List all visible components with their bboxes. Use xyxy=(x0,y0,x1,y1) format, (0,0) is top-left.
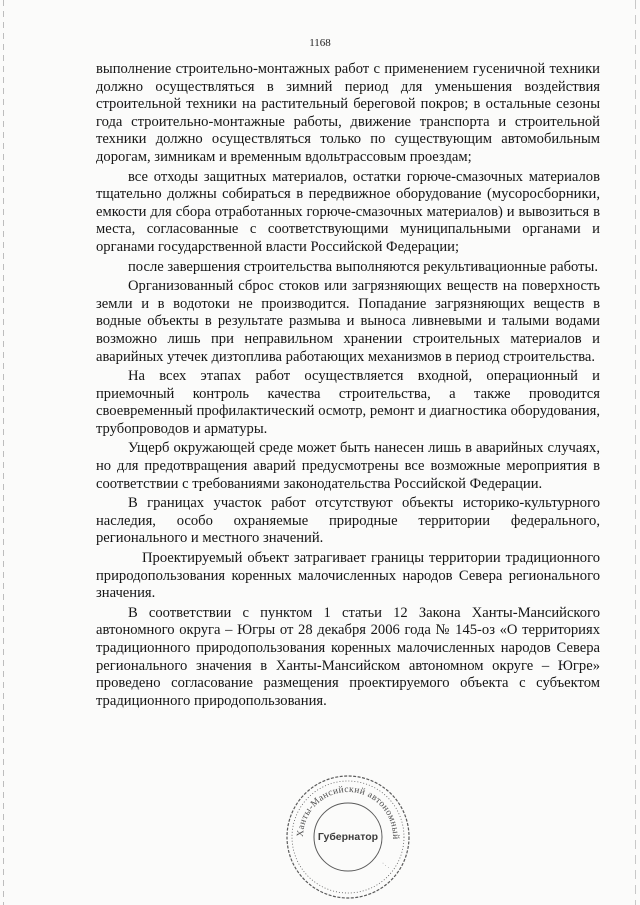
scan-edge-right xyxy=(635,0,636,905)
official-seal-stamp xyxy=(283,772,413,902)
paragraph: выполнение строительно-монтажных работ с применением гусеничной техники должно осуществляться в зимний период для уменьшения воздействия строительной техники на растительный береговой покров; в остальные сезоны года строительно-монтажные работы, движение транспорта и строительной техники должно осуществляться только по существующим автомобильным дорогам, зимникам и временным вдольтрассовым проездам; xyxy=(96,61,600,165)
document-body xyxy=(96,61,600,712)
paragraph: В границах участок работ отсутствуют объекты историко-культурного наследия, особо охраняемые природные территории федерального, регионального и местного значений. xyxy=(96,495,600,547)
paragraph: Ущерб окружающей среде может быть нанесен лишь в аварийных случаях, но для предотвращения аварий предусмотрены все возможные мероприятия в соответствии с требованиями законодательства Российской Федерации. xyxy=(96,440,600,492)
paragraph: В соответствии с пунктом 1 статьи 12 Закона Ханты-Мансийского автономного округа – Югры от 28 декабря 2006 года № 145-оз «О территориях традиционного природопользования коренных малочисленных народов Севера регионального значения в Ханты-Мансийском автономном округе – Югре» проведено согласование размещения проектируемого объекта с субъектом традиционного природопользования. xyxy=(96,604,600,709)
paragraph: На всех этапах работ осуществляется входной, операционный и приемочный контроль качества строительства, а также проводится своевременный профилактический осмотр, ремонт и диагностика оборудования, трубопроводов и арматуры. xyxy=(96,368,600,437)
scan-edge-left xyxy=(3,0,4,905)
paragraph: все отходы защитных материалов, остатки горюче-смазочных материалов тщательно должны собираться в передвижное оборудование (мусоросборники, емкости для сбора отработанных горюче-смазочных материалов) и вывозиться в места, согласованные с соответствующими муниципальными органами и органами государственной власти Российской Федерации; xyxy=(96,168,600,255)
seal-graphic xyxy=(283,772,413,902)
paragraph: после завершения строительства выполняются рекультивационные работы. xyxy=(128,258,598,275)
paragraph: Проектируемый объект затрагивает границы территории традиционного природопользования коренных малочисленных народов Севера регионального значения. xyxy=(96,550,600,602)
paragraph: Организованный сброс стоков или загрязняющих веществ на поверхность земли и в водотоки не производится. Попадание загрязняющих веществ в водные объекты в результате размыва и выноса ливневыми и талыми водами возможно лишь при неправильном хранении строительных материалов и аварийных утечек дизтоплива работающих механизмов в период строительства. xyxy=(96,278,600,365)
svg-text:· · ·: · · · xyxy=(379,860,391,872)
seal-center-text: Губернатор xyxy=(317,831,379,843)
page-number: 1168 xyxy=(309,37,331,49)
seal-ring-text: Ханты-Мансийский автономный xyxy=(295,784,401,840)
